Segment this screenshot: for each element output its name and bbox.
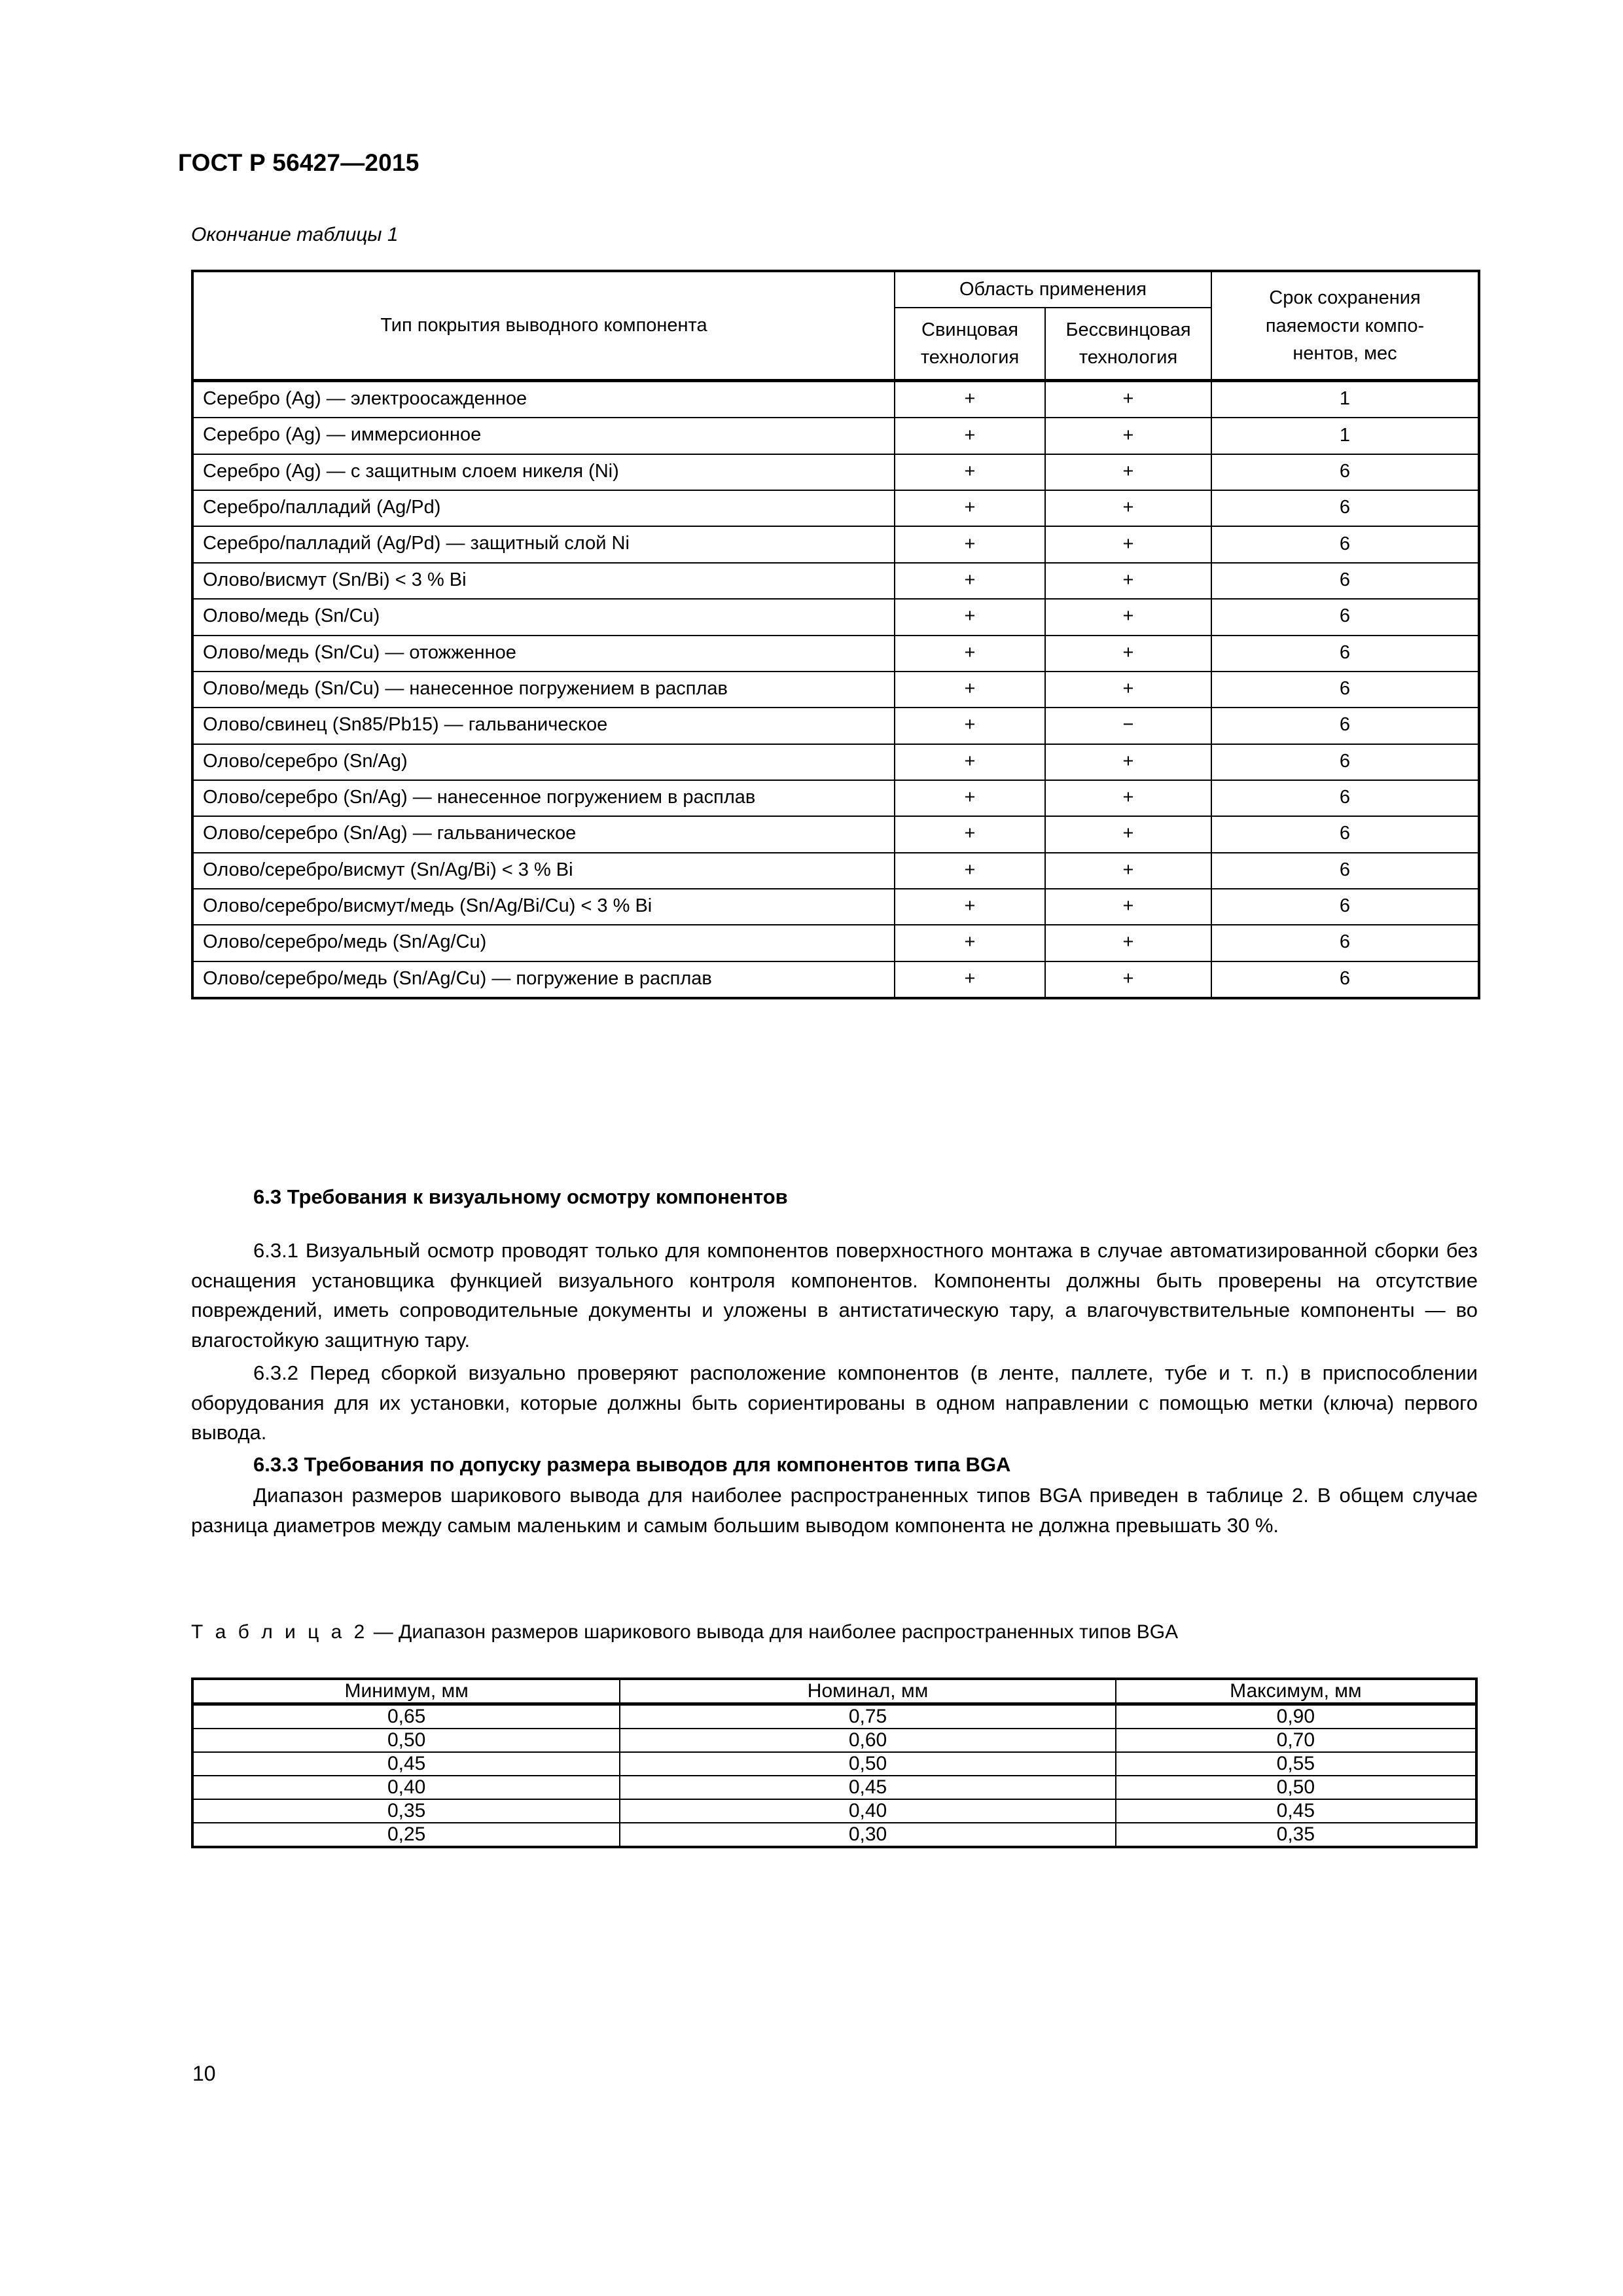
table1-cell-lead-free: + <box>1045 780 1211 816</box>
table1-cell-months: 6 <box>1211 925 1479 961</box>
table-row <box>192 1776 1476 1799</box>
table1-cell-lead-free: + <box>1045 672 1211 708</box>
page-number: 10 <box>192 2062 216 2085</box>
table-bga-ball-sizes <box>191 1677 1478 1848</box>
table1-th-coating-type: Тип покрытия выводного компонента <box>192 271 895 381</box>
table1-th-lead-free: Бессвинцовая технология <box>1045 308 1211 381</box>
table1-head <box>192 271 1479 381</box>
table2-cell: 0,40 <box>620 1799 1115 1823</box>
table1-cell-coating-name: Олово/серебро (Sn/Ag) <box>192 744 895 780</box>
table1-cell-months: 6 <box>1211 636 1479 672</box>
table-row <box>192 599 1479 635</box>
table1-cell-months: 6 <box>1211 816 1479 852</box>
table1-cell-leaded: + <box>895 490 1045 526</box>
table-row <box>192 1799 1476 1823</box>
table1-cell-leaded: + <box>895 418 1045 454</box>
table2-head <box>192 1679 1476 1704</box>
table2-cell: 0,40 <box>192 1776 620 1799</box>
table1-cell-leaded: + <box>895 780 1045 816</box>
table-row <box>192 708 1479 744</box>
table2-body <box>192 1704 1476 1848</box>
table1-cell-lead-free: + <box>1045 563 1211 599</box>
table1-cell-coating-name: Олово/медь (Sn/Cu) — отожженное <box>192 636 895 672</box>
table2-cell: 0,65 <box>192 1704 620 1729</box>
table2-cell: 0,90 <box>1116 1704 1476 1729</box>
table2-cell: 0,60 <box>620 1729 1115 1752</box>
table2-th-1: Номинал, мм <box>620 1679 1115 1704</box>
paragraph-633-block <box>191 1480 1478 1540</box>
table2-caption-text: — Диапазон размеров шарикового вывода для наиболее распространенных типов BGA <box>368 1621 1179 1643</box>
table1-th-leaded: Свинцовая технология <box>895 308 1045 381</box>
table1-cell-leaded: + <box>895 599 1045 635</box>
table1-cell-lead-free: − <box>1045 708 1211 744</box>
heading-633-block <box>191 1450 1478 1485</box>
table1-cell-lead-free: + <box>1045 925 1211 961</box>
table1-cell-lead-free: + <box>1045 744 1211 780</box>
table2-cell: 0,55 <box>1116 1752 1476 1776</box>
table-coating-types <box>191 270 1480 999</box>
table-row <box>192 490 1479 526</box>
table1-cell-coating-name: Олово/свинец (Sn85/Pb15) — гальваническое <box>192 708 895 744</box>
table1-cell-lead-free: + <box>1045 490 1211 526</box>
table1-cell-leaded: + <box>895 381 1045 418</box>
table-row <box>192 526 1479 562</box>
table1-cell-months: 6 <box>1211 526 1479 562</box>
section-63-block <box>191 1182 1478 1217</box>
heading-6-3: 6.3 Требования к визуальному осмотру компонентов <box>253 1185 788 1208</box>
table1-cell-leaded: + <box>895 925 1045 961</box>
table-row <box>192 636 1479 672</box>
table2-cell: 0,30 <box>620 1823 1115 1847</box>
table2-cell: 0,45 <box>192 1752 620 1776</box>
table1-cell-months: 6 <box>1211 490 1479 526</box>
table1-cell-leaded: + <box>895 853 1045 889</box>
table2-cell: 0,35 <box>192 1799 620 1823</box>
table-row <box>192 454 1479 490</box>
table1-cell-months: 6 <box>1211 961 1479 998</box>
table1-cell-leaded: + <box>895 563 1045 599</box>
table1-cell-coating-name: Олово/серебро (Sn/Ag) — нанесенное погружением в расплав <box>192 780 895 816</box>
table1-cell-months: 6 <box>1211 780 1479 816</box>
table2-caption-label: Т а б л и ц а 2 <box>191 1621 368 1643</box>
table1-cell-lead-free: + <box>1045 454 1211 490</box>
table1-cell-leaded: + <box>895 454 1045 490</box>
table-row <box>192 418 1479 454</box>
table1-cell-lead-free: + <box>1045 418 1211 454</box>
table1-cell-months: 6 <box>1211 599 1479 635</box>
table1-cell-coating-name: Олово/серебро/висмут/медь (Sn/Ag/Bi/Cu) < 3 % Bi <box>192 889 895 925</box>
table1-cell-coating-name: Олово/серебро/медь (Sn/Ag/Cu) <box>192 925 895 961</box>
table1-cell-coating-name: Олово/медь (Sn/Cu) <box>192 599 895 635</box>
table-row <box>192 672 1479 708</box>
table1-cell-lead-free: + <box>1045 599 1211 635</box>
table1-cell-lead-free: + <box>1045 381 1211 418</box>
table1-body <box>192 381 1479 998</box>
table2-cell: 0,70 <box>1116 1729 1476 1752</box>
table1-cell-leaded: + <box>895 961 1045 998</box>
paragraph-6-3-1: 6.3.1 Визуальный осмотр проводят только для компонентов поверхностного монтажа в случае автоматизированной сборки без оснащения установщика функцией визуального контроля компонентов. Компоненты должны быть проверены на отсутствие повреждений, иметь сопроводительные документы и уложены в антистатическую тару, а влагочувствительные компоненты — во влагостойкую защитную тару. <box>191 1239 1478 1352</box>
table1-cell-months: 6 <box>1211 744 1479 780</box>
table1-cell-months: 6 <box>1211 853 1479 889</box>
heading-6-3-3: 6.3.3 Требования по допуску размера выводов для компонентов типа BGA <box>253 1453 1011 1476</box>
table-row <box>192 816 1479 852</box>
table2-caption <box>191 1621 1478 1643</box>
table-row <box>192 563 1479 599</box>
table1-cell-leaded: + <box>895 744 1045 780</box>
table2-cell: 0,50 <box>1116 1776 1476 1799</box>
table1-cell-months: 6 <box>1211 563 1479 599</box>
table2-cell: 0,35 <box>1116 1823 1476 1847</box>
table1-cell-lead-free: + <box>1045 636 1211 672</box>
table1-cell-coating-name: Серебро (Ag) — иммерсионное <box>192 418 895 454</box>
table1-th-shelf-life: Срок сохранения паяемости компо- нентов, мес <box>1211 271 1479 381</box>
table-row <box>192 853 1479 889</box>
table2-cell: 0,45 <box>1116 1799 1476 1823</box>
table-row <box>192 889 1479 925</box>
table-row <box>192 1823 1476 1847</box>
table-row <box>192 1704 1476 1729</box>
paragraph-6-3-2: 6.3.2 Перед сборкой визуально проверяют расположение компонентов (в ленте, паллете, тубе и т. п.) в приспособлении оборудования для их установки, которые должны быть сориентированы в одном направлении с помощью метки (ключа) первого вывода. <box>191 1361 1478 1444</box>
paragraph-632-block <box>191 1358 1478 1448</box>
table2-cell: 0,75 <box>620 1704 1115 1729</box>
running-head: ГОСТ Р 56427—2015 <box>178 149 419 176</box>
table1-th-application-area: Область применения <box>895 271 1211 308</box>
table1-cell-months: 6 <box>1211 454 1479 490</box>
table1-cell-leaded: + <box>895 708 1045 744</box>
table1-cell-months: 1 <box>1211 418 1479 454</box>
paragraph-631-block <box>191 1236 1478 1355</box>
table1-container <box>191 270 1478 999</box>
table1-cell-coating-name: Серебро (Ag) — электроосажденное <box>192 381 895 418</box>
table2-header-row <box>192 1679 1476 1704</box>
table1-cell-lead-free: + <box>1045 816 1211 852</box>
table1-header-row-1 <box>192 271 1479 308</box>
table1-cell-coating-name: Серебро/палладий (Ag/Pd) <box>192 490 895 526</box>
table1-cell-leaded: + <box>895 636 1045 672</box>
table1-cell-lead-free: + <box>1045 526 1211 562</box>
table1-cell-coating-name: Олово/серебро/висмут (Sn/Ag/Bi) < 3 % Bi <box>192 853 895 889</box>
table2-cell: 0,45 <box>620 1776 1115 1799</box>
table1-cell-coating-name: Олово/медь (Sn/Cu) — нанесенное погружением в расплав <box>192 672 895 708</box>
paragraph-6-3-3: Диапазон размеров шарикового вывода для наиболее распространенных типов BGA приведен в таблице 2. В общем случае разница диаметров между самым маленьким и самым большим выводом компонента не должна превышать 30 %. <box>191 1484 1478 1537</box>
table2-th-0: Минимум, мм <box>192 1679 620 1704</box>
table-row <box>192 381 1479 418</box>
table1-cell-coating-name: Олово/серебро (Sn/Ag) — гальваническое <box>192 816 895 852</box>
table1-cell-lead-free: + <box>1045 961 1211 998</box>
table1-cell-coating-name: Серебро (Ag) — с защитным слоем никеля (Ni) <box>192 454 895 490</box>
table1-cell-leaded: + <box>895 816 1045 852</box>
table1-continuation-caption: Окончание таблицы 1 <box>191 224 399 245</box>
table1-cell-months: 6 <box>1211 672 1479 708</box>
table-row <box>192 1729 1476 1752</box>
table1-cell-coating-name: Серебро/палладий (Ag/Pd) — защитный слой Ni <box>192 526 895 562</box>
table-row <box>192 925 1479 961</box>
table1-cell-leaded: + <box>895 672 1045 708</box>
table-row <box>192 780 1479 816</box>
table1-cell-lead-free: + <box>1045 853 1211 889</box>
table2-cell: 0,50 <box>192 1729 620 1752</box>
table-row <box>192 961 1479 998</box>
table1-cell-lead-free: + <box>1045 889 1211 925</box>
table1-cell-coating-name: Олово/серебро/медь (Sn/Ag/Cu) — погружение в расплав <box>192 961 895 998</box>
table2-th-2: Максимум, мм <box>1116 1679 1476 1704</box>
table-row <box>192 1752 1476 1776</box>
table1-cell-coating-name: Олово/висмут (Sn/Bi) < 3 % Bi <box>192 563 895 599</box>
table2-container <box>191 1677 1478 1848</box>
table1-cell-months: 6 <box>1211 708 1479 744</box>
table-row <box>192 744 1479 780</box>
table2-cell: 0,25 <box>192 1823 620 1847</box>
table1-cell-leaded: + <box>895 889 1045 925</box>
table2-cell: 0,50 <box>620 1752 1115 1776</box>
table1-cell-months: 6 <box>1211 889 1479 925</box>
table1-cell-leaded: + <box>895 526 1045 562</box>
table1-cell-months: 1 <box>1211 381 1479 418</box>
